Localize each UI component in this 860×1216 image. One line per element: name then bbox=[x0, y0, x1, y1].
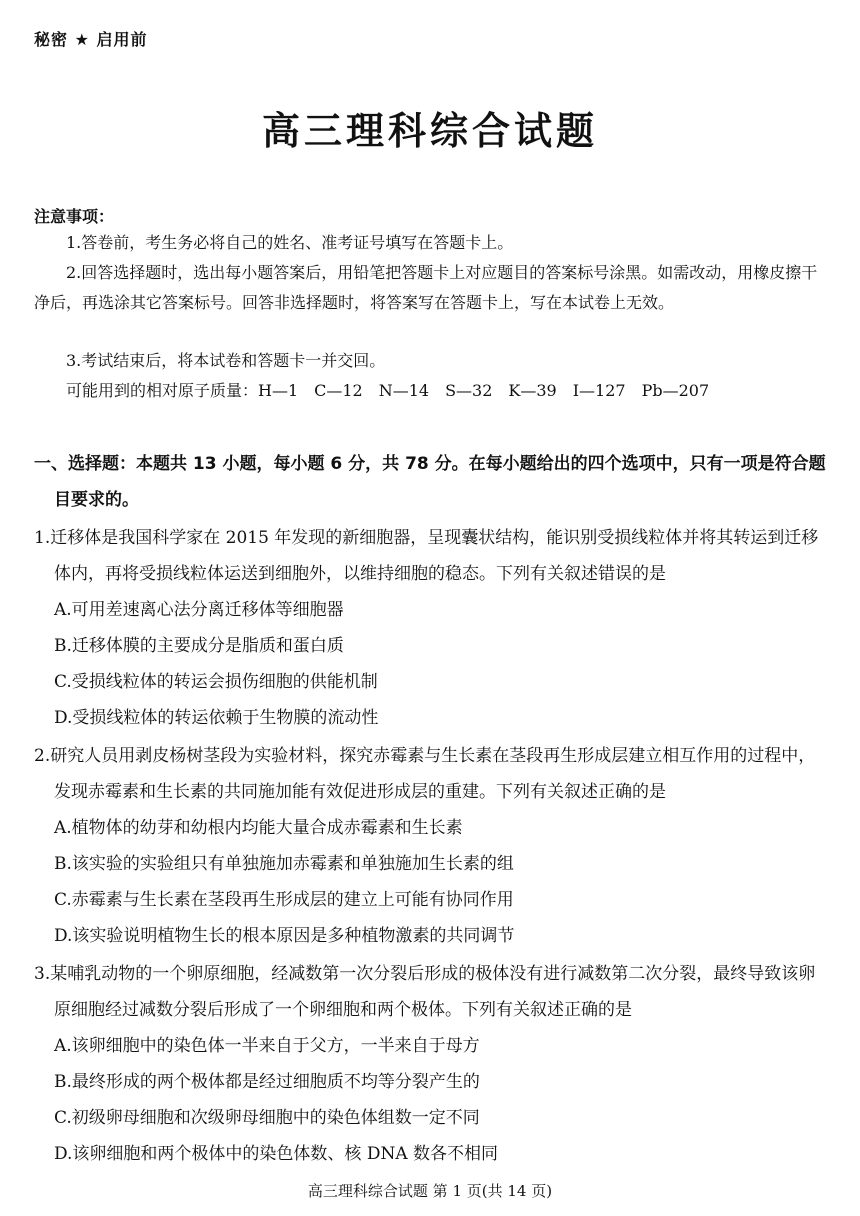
question-stem: 2.研究人员用剥皮杨树茎段为实验材料，探究赤霉素与生长素在茎段再生形成层建立相互作用的过程中，发现赤霉素和生长素的共同施加能有效促进形成层的重建。下列有关叙述正确的是 bbox=[34, 746, 816, 802]
notice-item-1: 1.答卷前，考生务必将自己的姓名、准考证号填写在答题卡上。 bbox=[66, 233, 514, 252]
page-footer: 高三理科综合试题 第 1 页(共 14 页) bbox=[307, 1182, 553, 1200]
option-d: D.该卵细胞和两个极体中的染色体数、核 DNA 数各不相同 bbox=[54, 1144, 499, 1164]
notice-item-3: 3.考试结束后，将本试卷和答题卡一并交回。 bbox=[66, 351, 386, 370]
option-a: A.植物体的幼芽和幼根内均能大量合成赤霉素和生长素 bbox=[54, 818, 463, 838]
option-b: B.迁移体膜的主要成分是脂质和蛋白质 bbox=[54, 636, 344, 656]
question-1 bbox=[34, 520, 826, 736]
question-stem: 3.某哺乳动物的一个卵原细胞，经减数第一次分裂后形成的极体没有进行减数第二次分裂，最终导致该卵原细胞经过减数分裂后形成了一个卵细胞和两个极体。下列有关叙述正确的是 bbox=[34, 964, 816, 1020]
page-title: 高三理科综合试题 bbox=[261, 109, 598, 153]
option-d: D.该实验说明植物生长的根本原因是多种植物激素的共同调节 bbox=[54, 926, 515, 946]
option-c: C.受损线粒体的转运会损伤细胞的供能机制 bbox=[54, 672, 378, 692]
notice-title: 注意事项： bbox=[34, 207, 115, 226]
atomic-masses: 可能用到的相对原子质量：H—1 C—12 N—14 S—32 K—39 I—127 Pb—207 bbox=[66, 381, 710, 400]
question-stem: 1.迁移体是我国科学家在 2015 年发现的新细胞器，呈现囊状结构，能识别受损线粒体并将其转运到迁移体内，再将受损线粒体运送到细胞外，以维持细胞的稳态。下列有关叙述错误的是 bbox=[34, 528, 819, 584]
confidential-mark: 秘密 ★ 启用前 bbox=[34, 30, 148, 49]
option-b: B.最终形成的两个极体都是经过细胞质不均等分裂产生的 bbox=[54, 1072, 480, 1092]
option-d: D.受损线粒体的转运依赖于生物膜的流动性 bbox=[54, 708, 379, 728]
notice-item-2: 2.回答选择题时，选出每小题答案后，用铅笔把答题卡上对应题目的答案标号涂黑。如需改动，用橡皮擦干净后，再选涂其它答案标号。回答非选择题时，将答案写在答题卡上，写在本试卷上无效。 bbox=[34, 263, 818, 312]
section-heading: 一、选择题：本题共 13 小题，每小题 6 分，共 78 分。在每小题给出的四个选项中，只有一项是符合题目要求的。 bbox=[34, 454, 826, 510]
option-b: B.该实验的实验组只有单独施加赤霉素和单独施加生长素的组 bbox=[54, 854, 514, 874]
option-a: A.可用差速离心法分离迁移体等细胞器 bbox=[54, 600, 344, 620]
question-3 bbox=[34, 956, 826, 1172]
question-2 bbox=[34, 738, 826, 954]
option-a: A.该卵细胞中的染色体一半来自于父方，一半来自于母方 bbox=[54, 1036, 480, 1056]
option-c: C.赤霉素与生长素在茎段再生形成层的建立上可能有协同作用 bbox=[54, 890, 514, 910]
option-c: C.初级卵母细胞和次级卵母细胞中的染色体组数一定不同 bbox=[54, 1108, 480, 1128]
